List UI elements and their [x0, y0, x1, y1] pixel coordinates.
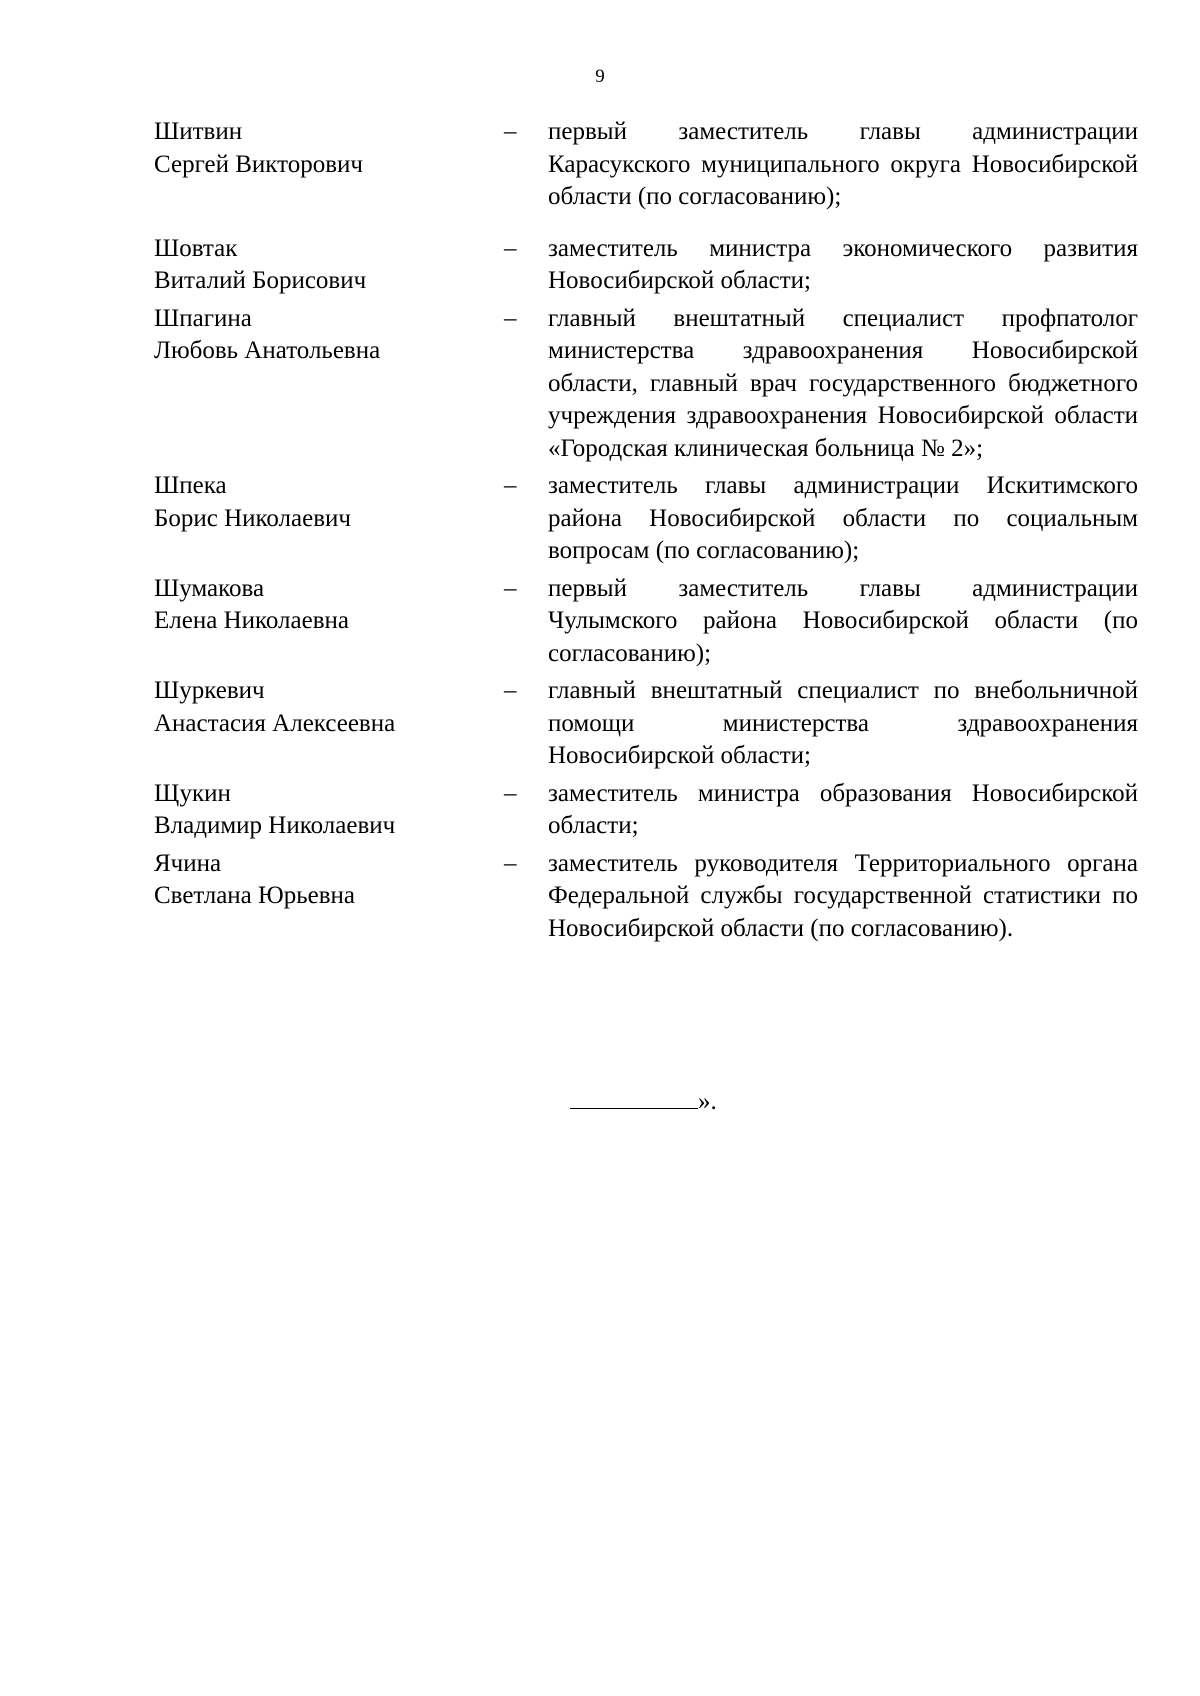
member-name — [154, 303, 504, 466]
dash-separator: – — [504, 574, 517, 602]
dash-separator: – — [504, 677, 517, 704]
closing-mark — [570, 1084, 717, 1118]
member-surname: Шитвин — [154, 118, 243, 145]
dash-separator: – — [504, 118, 517, 145]
member-position: первый заместитель главы администрации Карасукского муниципального округа Новосибирской области (по согласованию); — [548, 118, 1138, 210]
member-position: заместитель министра образования Новосибирской области; — [548, 779, 1138, 839]
member-row — [154, 675, 1136, 773]
member-surname: Шпека — [154, 472, 227, 499]
member-name — [154, 470, 504, 568]
member-row — [154, 778, 1136, 843]
member-given-names: Любовь Анатольевна — [154, 337, 381, 364]
member-position: главный внештатный специалист по внебольничной помощи министерства здравоохранения Новосибирской области; — [548, 677, 1138, 769]
member-surname: Шовтак — [154, 234, 238, 262]
member-row — [154, 470, 1136, 568]
dash-separator: – — [504, 234, 517, 262]
member-surname: Ячина — [154, 849, 222, 877]
closing-quote: ». — [698, 1088, 717, 1115]
member-name — [154, 675, 504, 773]
member-given-names: Виталий Борисович — [154, 267, 367, 294]
member-name — [154, 116, 504, 214]
member-given-names: Сергей Викторович — [154, 150, 363, 178]
member-given-names: Борис Николаевич — [154, 504, 351, 532]
member-row — [154, 116, 1136, 214]
dash-separator: – — [504, 304, 517, 332]
member-name — [154, 233, 504, 298]
member-row — [154, 573, 1136, 671]
page-number: 9 — [595, 66, 605, 87]
member-row — [154, 303, 1136, 466]
closing-underline — [570, 1084, 698, 1109]
dash-separator: – — [504, 472, 517, 499]
member-position: главный внештатный специалист профпатолог министерства здравоохранения Новосибирской области, главный врач государственного бюджетного учреждения здравоохранения Новосибирской области «Городская клиническая больница № 2»; — [548, 304, 1138, 462]
member-name — [154, 573, 504, 671]
dash-separator: – — [504, 849, 517, 877]
member-surname: Шуркевич — [154, 677, 265, 704]
member-given-names: Владимир Николаевич — [154, 812, 396, 839]
member-given-names: Анастасия Алексеевна — [154, 709, 396, 737]
member-given-names: Елена Николаевна — [154, 607, 349, 634]
member-row — [154, 848, 1136, 946]
member-position: заместитель руководителя Территориального органа Федеральной службы государственной статистики по Новосибирской области (по согласованию). — [548, 849, 1138, 942]
member-row — [154, 233, 1136, 298]
members-list — [154, 116, 1136, 950]
dash-separator: – — [504, 779, 517, 807]
member-given-names: Светлана Юрьевна — [154, 882, 356, 909]
member-position: заместитель главы администрации Искитимского района Новосибирской области по социальным вопросам (по согласованию); — [548, 472, 1138, 564]
member-surname: Шпагина — [154, 304, 252, 332]
member-name — [154, 848, 504, 946]
member-position: первый заместитель главы администрации Чулымского района Новосибирской области (по согласованию); — [548, 574, 1138, 667]
member-surname: Шумакова — [154, 574, 265, 602]
member-surname: Щукин — [154, 779, 231, 807]
member-position: заместитель министра экономического развития Новосибирской области; — [548, 234, 1138, 294]
member-name — [154, 778, 504, 843]
